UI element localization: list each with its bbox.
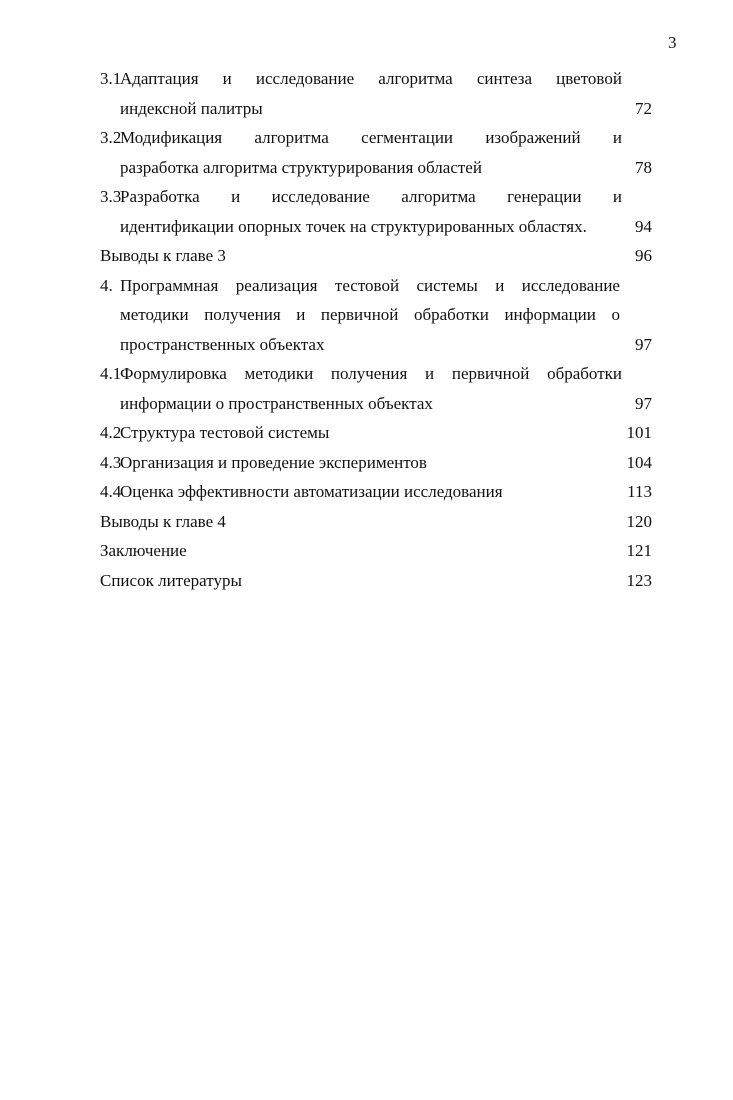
toc-entry xyxy=(100,507,652,537)
toc-entry-page: 97 xyxy=(635,393,652,413)
toc-entry xyxy=(100,448,652,478)
toc-entry-line: Программная реализация тестовой системы и исследование xyxy=(120,275,620,295)
toc-entry-title: информации о пространственных объектах xyxy=(120,393,433,413)
toc-entry-page: 78 xyxy=(635,157,652,177)
toc-entry-line: Адаптация и исследование алгоритма синтеза цветовой xyxy=(120,69,622,88)
toc-entry-title: Оценка эффективности автоматизации исследования xyxy=(120,482,503,501)
toc-entry-title: идентификации опорных точек на структурированных областях. xyxy=(120,216,587,236)
toc-entry-last-line xyxy=(120,477,652,507)
toc-entry-title: Организация и проведение экспериментов xyxy=(120,452,427,472)
toc-entry xyxy=(100,123,652,182)
toc-entry-last-line xyxy=(120,330,652,360)
toc-entry-body xyxy=(120,64,652,123)
toc-entry-body xyxy=(120,448,652,478)
toc-entry-last-line xyxy=(100,566,652,596)
toc-entry-number: 3.2 xyxy=(100,128,122,147)
toc-entry-line: Модификация алгоритма сегментации изображений и xyxy=(120,128,622,147)
toc-entry-body xyxy=(120,477,652,507)
toc-entry xyxy=(100,418,652,448)
toc-entry-body xyxy=(120,271,652,360)
toc-entry-page: 104 xyxy=(626,452,652,472)
toc-entry-last-line xyxy=(120,94,652,124)
toc-entry-body xyxy=(100,566,652,596)
toc-entry-last-line xyxy=(120,448,652,478)
toc-entry-number: 4.1 xyxy=(100,364,122,383)
toc-entry-body xyxy=(120,123,652,182)
toc-entry xyxy=(100,64,652,123)
toc-entry-number: 4.2 xyxy=(100,423,122,442)
toc-entry-title: пространственных объектах xyxy=(120,334,325,354)
toc-entry-body xyxy=(100,507,652,537)
toc-entry-last-line xyxy=(100,536,652,566)
toc-entry-number: 3.1 xyxy=(100,69,122,88)
toc-entry xyxy=(100,477,652,507)
toc-entry-title: индексной палитры xyxy=(120,98,263,118)
toc-entry-last-line xyxy=(120,212,652,242)
toc-entry xyxy=(100,271,652,360)
toc-entry-line: методики получения и первичной обработки информации о xyxy=(120,305,620,324)
toc-entry-title: Список литературы xyxy=(100,570,242,590)
toc-entry-page: 121 xyxy=(626,541,652,560)
toc-entry-page: 97 xyxy=(635,334,652,354)
toc-entry-last-line xyxy=(120,389,652,419)
toc-entry-page: 113 xyxy=(627,482,652,501)
toc-entry-body xyxy=(120,418,652,448)
toc-entry-page: 94 xyxy=(635,216,652,236)
toc-entry-page: 96 xyxy=(635,246,652,265)
toc-entry-number: 4. xyxy=(100,275,113,295)
toc-entry-body xyxy=(100,536,652,566)
toc-entry-page: 123 xyxy=(626,570,652,590)
toc-entry-title: разработка алгоритма структурирования областей xyxy=(120,157,482,177)
page-number: 3 xyxy=(668,33,677,52)
toc-entry-line: Разработка и исследование алгоритма генерации и xyxy=(120,187,622,206)
toc-entry-number: 4.4 xyxy=(100,482,122,501)
table-of-contents xyxy=(100,64,652,595)
toc-entry xyxy=(100,536,652,566)
toc-entry-body xyxy=(100,241,652,271)
toc-entry-number: 4.3 xyxy=(100,452,122,472)
toc-entry-last-line xyxy=(120,153,652,183)
toc-entry-page: 72 xyxy=(635,98,652,118)
toc-entry-number: 3.3 xyxy=(100,187,122,206)
toc-entry-body xyxy=(120,359,652,418)
toc-entry-page: 101 xyxy=(626,423,652,442)
toc-entry-title: Выводы к главе 3 xyxy=(100,246,226,265)
toc-entry-body xyxy=(120,182,652,241)
toc-entry-last-line xyxy=(100,507,652,537)
toc-entry-page: 120 xyxy=(626,511,652,531)
toc-entry-title: Структура тестовой системы xyxy=(120,423,330,442)
toc-entry-title: Заключение xyxy=(100,541,187,560)
toc-entry-last-line xyxy=(100,241,652,271)
toc-entry xyxy=(100,359,652,418)
toc-entry-line: Формулировка методики получения и первичной обработки xyxy=(120,364,622,383)
toc-entry xyxy=(100,182,652,241)
toc-entry-title: Выводы к главе 4 xyxy=(100,511,226,531)
toc-entry xyxy=(100,566,652,596)
toc-entry-last-line xyxy=(120,418,652,448)
toc-entry xyxy=(100,241,652,271)
